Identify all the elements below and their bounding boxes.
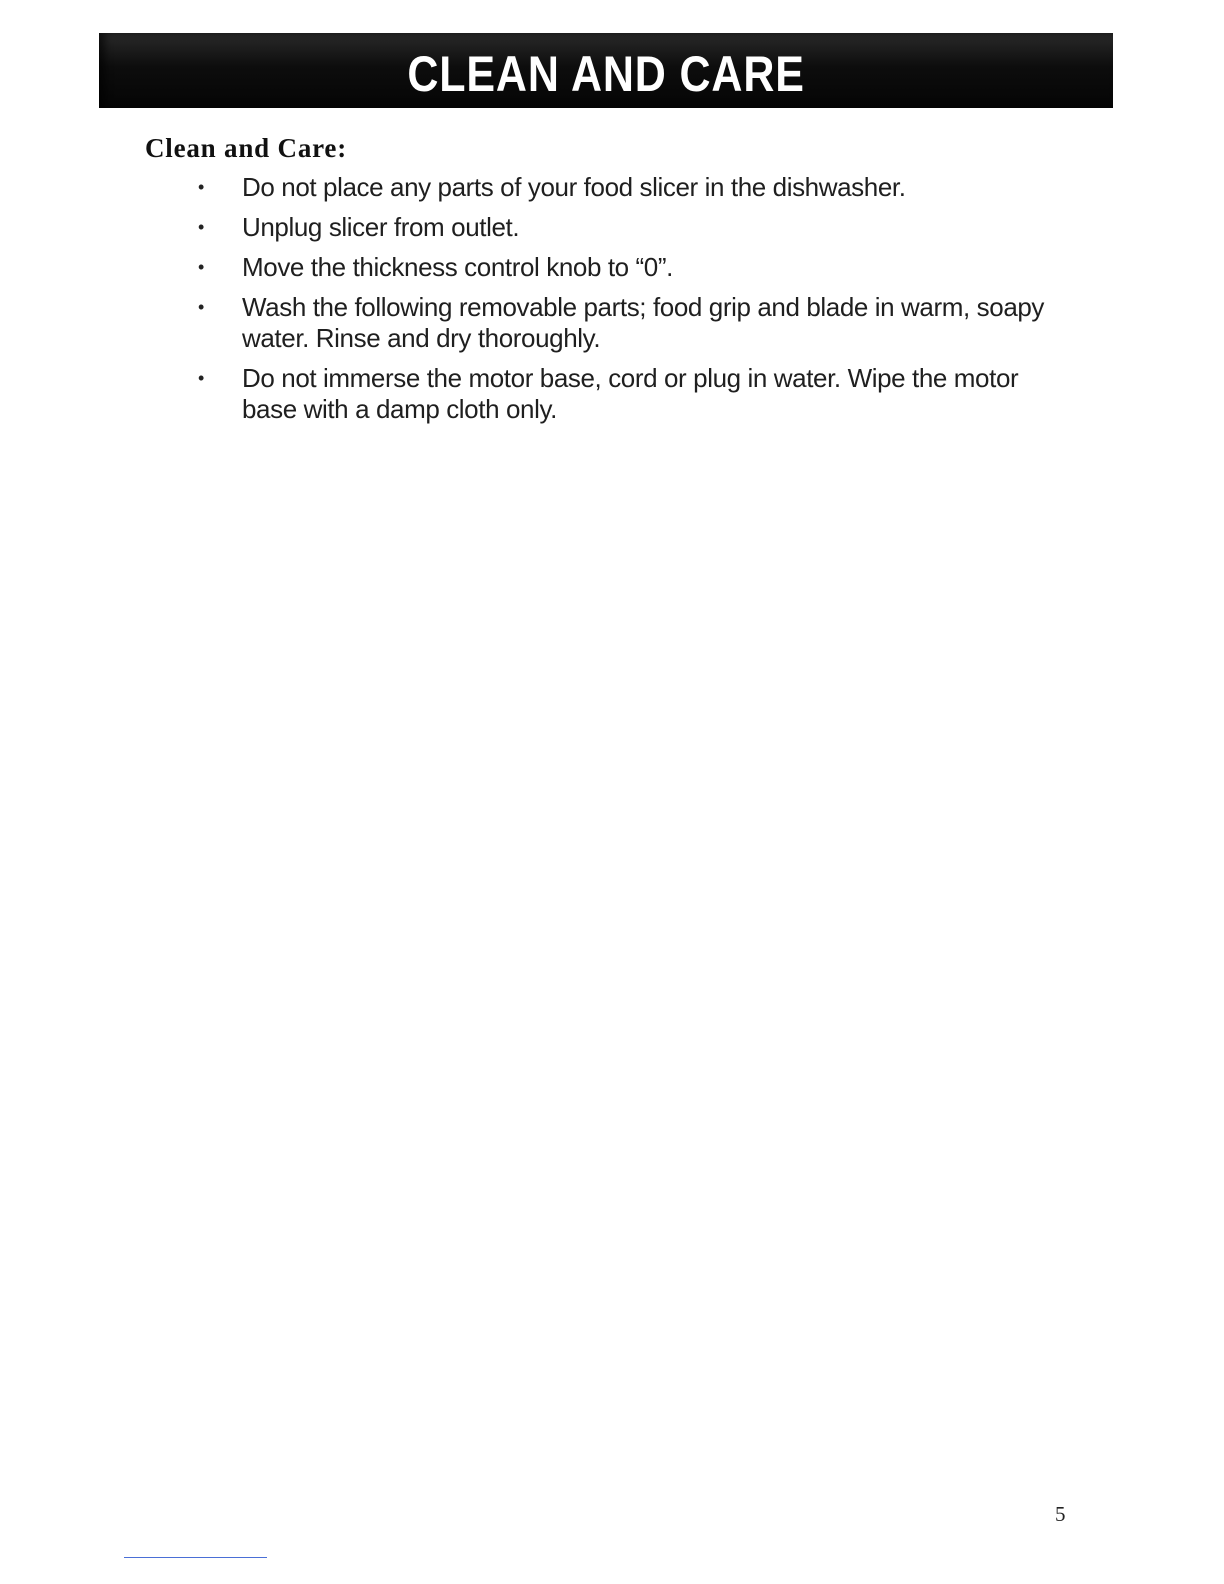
instruction-list — [196, 172, 1056, 434]
list-item — [196, 212, 1056, 243]
page-number: 5 — [1055, 1502, 1066, 1526]
page-title: CLEAN AND CARE — [407, 45, 805, 102]
list-item — [196, 252, 1056, 283]
list-item-text: Wash the following removable parts; food grip and blade in warm, soapy water. Rinse and dry thoroughly. — [242, 292, 1045, 353]
list-item — [196, 292, 1056, 354]
section-heading: Clean and Care: — [145, 133, 348, 163]
bullet-icon: • — [198, 217, 204, 237]
list-item-text: Move the thickness control knob to “0”. — [242, 252, 673, 282]
bullet-icon: • — [198, 257, 204, 277]
header-bar — [99, 33, 1113, 108]
list-item-text: Do not immerse the motor base, cord or plug in water. Wipe the motor base with a damp cloth only. — [242, 363, 1019, 424]
list-item — [196, 172, 1056, 203]
list-item — [196, 363, 1056, 425]
bullet-icon: • — [198, 177, 204, 197]
footer-rule — [124, 1557, 267, 1558]
bullet-icon: • — [198, 368, 204, 388]
bullet-icon: • — [198, 297, 204, 317]
list-item-text: Unplug slicer from outlet. — [242, 212, 520, 242]
list-item-text: Do not place any parts of your food slicer in the dishwasher. — [242, 172, 906, 202]
